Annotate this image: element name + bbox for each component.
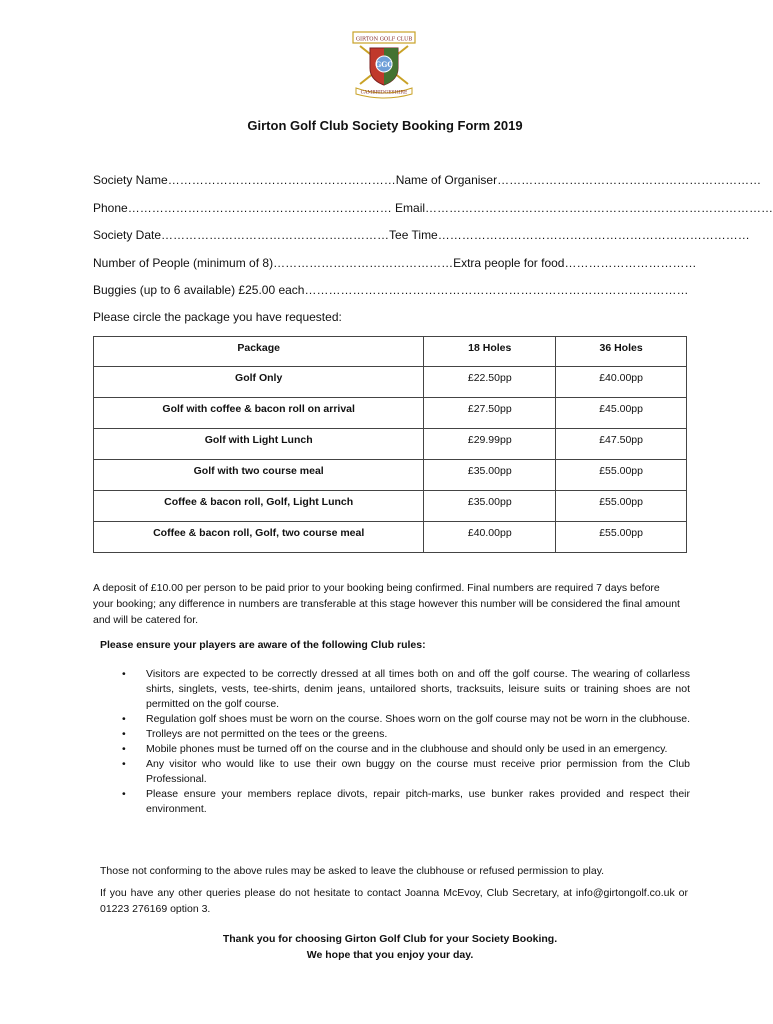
thanks-message <box>93 931 687 963</box>
table-row[interactable] <box>94 367 687 398</box>
price-36-holes[interactable]: £55.00pp <box>556 460 687 491</box>
bullet-icon: • <box>122 713 126 725</box>
thanks-line-1: Thank you for choosing Girton Golf Club for your Society Booking. <box>222 933 558 945</box>
bullet-icon: • <box>122 788 126 800</box>
thanks-line-2: We hope that you enjoy your day. <box>306 949 474 961</box>
list-item <box>100 787 690 817</box>
deposit-paragraph: A deposit of £10.00 per person to be paid prior to your booking being confirmed. Final numbers are required 7 days before your booking; any difference in numbers are transferable at this stage however this number will be considered the final amount and will be catered for. <box>93 582 680 626</box>
tee-time-field[interactable]: Tee Time…………………………………………………………………… <box>389 228 750 242</box>
package-name: Golf with coffee & bacon roll on arrival <box>94 398 424 429</box>
table-row[interactable] <box>94 460 687 491</box>
bullet-icon: • <box>122 728 126 740</box>
bullet-icon: • <box>122 758 126 770</box>
list-item <box>100 712 690 727</box>
list-item <box>100 667 690 712</box>
price-18-holes[interactable]: £35.00pp <box>424 460 556 491</box>
list-item <box>100 757 690 787</box>
package-name: Golf with two course meal <box>94 460 424 491</box>
price-18-holes[interactable]: £29.99pp <box>424 429 556 460</box>
date-teetime-line <box>93 228 750 242</box>
price-36-holes[interactable]: £40.00pp <box>556 367 687 398</box>
extra-food-field[interactable]: Extra people for food…………………………… <box>453 256 697 270</box>
price-36-holes[interactable]: £47.50pp <box>556 429 687 460</box>
list-item <box>100 727 690 742</box>
header-36-holes: 36 Holes <box>556 337 687 367</box>
society-date-field[interactable]: Society Date………………………………………………… <box>93 228 390 242</box>
phone-email-line <box>93 201 773 215</box>
price-18-holes[interactable]: £22.50pp <box>424 367 556 398</box>
number-of-people-field[interactable]: Number of People (minimum of 8)……………………………………… <box>93 256 454 270</box>
buggies-line <box>93 283 689 297</box>
rule-text: Visitors are expected to be correctly dressed at all times both on and off the golf course. The wearing of collarless shirts, singlets, vests, tee-shirts, denim jeans, untailored shorts, tracksuits, leisure suits or training shoes are not permitted on the golf course. <box>146 668 690 710</box>
list-item <box>100 742 690 757</box>
society-name-field[interactable]: Society Name………………………………………………… <box>93 173 396 187</box>
package-prompt: Please circle the package you have requested: <box>93 310 342 324</box>
rule-text: Please ensure your members replace divots, repair pitch-marks, use bunker rakes provided and respect their environment. <box>146 788 690 815</box>
package-name: Coffee & bacon roll, Golf, two course meal <box>94 522 424 553</box>
people-line <box>93 256 697 270</box>
rule-text: Regulation golf shoes must be worn on the course. Shoes worn on the golf course may not be worn in the clubhouse. <box>146 713 690 725</box>
rule-text: Trolleys are not permitted on the tees or the greens. <box>146 728 388 740</box>
bullet-icon: • <box>122 668 126 680</box>
table-row[interactable] <box>94 398 687 429</box>
rules-heading: Please ensure your players are aware of the following Club rules: <box>100 639 426 651</box>
price-36-holes[interactable]: £45.00pp <box>556 398 687 429</box>
package-name: Golf with Light Lunch <box>94 429 424 460</box>
bullet-icon: • <box>122 743 126 755</box>
price-18-holes[interactable]: £27.50pp <box>424 398 556 429</box>
contact-paragraph: If you have any other queries please do not hesitate to contact Joanna McEvoy, Club Secretary, at info@girtongolf.co.uk or 01223 276169 option 3. <box>100 887 688 915</box>
table-row[interactable] <box>94 522 687 553</box>
nonconform-notice: Those not conforming to the above rules may be asked to leave the clubhouse or refused permission to play. <box>100 865 605 877</box>
form-title: Girton Golf Club Society Booking Form 2019 <box>247 118 523 133</box>
package-name: Coffee & bacon roll, Golf, Light Lunch <box>94 491 424 522</box>
package-table <box>93 336 687 553</box>
crest-monogram: GGC <box>375 60 393 69</box>
table-header-row <box>94 337 687 367</box>
price-18-holes[interactable]: £40.00pp <box>424 522 556 553</box>
rule-text: Any visitor who would like to use their own buggy on the course must receive prior permission from the Club Professional. <box>146 758 690 785</box>
table-row[interactable] <box>94 491 687 522</box>
society-name-organiser-line <box>93 173 762 187</box>
crest-top-text: GIRTON GOLF CLUB <box>355 36 413 43</box>
buggies-field[interactable]: Buggies (up to 6 available) £25.00 each…………………………………………………………………………………… <box>93 283 689 297</box>
price-36-holes[interactable]: £55.00pp <box>556 491 687 522</box>
header-18-holes: 18 Holes <box>424 337 556 367</box>
table-row[interactable] <box>94 429 687 460</box>
crest-bottom-text: CAMBRIDGESHIRE <box>360 90 408 96</box>
club-rules-list <box>100 667 690 817</box>
club-crest-logo <box>350 28 418 98</box>
price-18-holes[interactable]: £35.00pp <box>424 491 556 522</box>
organiser-name-field[interactable]: Name of Organiser………………………………………………………… <box>395 173 762 187</box>
header-package: Package <box>94 337 424 367</box>
email-field[interactable]: Email…………………………………………………………………………… <box>395 201 773 215</box>
price-36-holes[interactable]: £55.00pp <box>556 522 687 553</box>
package-name: Golf Only <box>94 367 424 398</box>
phone-field[interactable]: Phone………………………………………………………… <box>93 201 396 215</box>
rule-text: Mobile phones must be turned off on the course and in the clubhouse and should only be used in an emergency. <box>146 743 668 755</box>
